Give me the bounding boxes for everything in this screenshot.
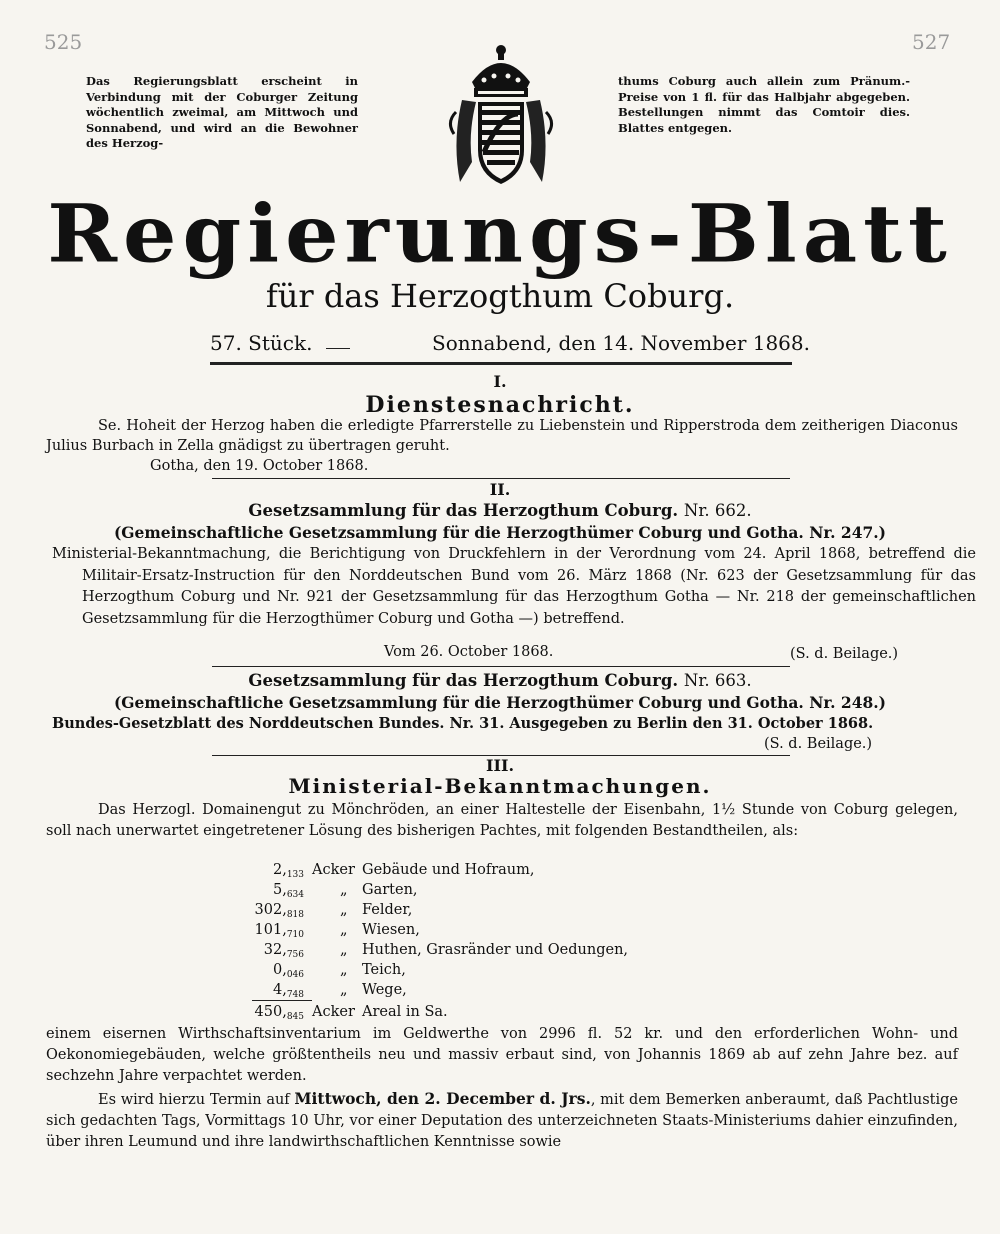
section-2-entry-2-line3: Bundes-Gesetzblatt des Norddeutschen Bundes. Nr. 31. Ausgegeben zu Berlin den 31. October 1868. xyxy=(52,715,874,732)
issue-date: Sonnabend, den 14. November 1868. xyxy=(432,331,810,355)
section-3-para-1: einem eisernen Wirthschaftsinventarium im Geldwerthe von 2996 fl. 52 kr. und den erforderlichen Wohn- und Oekonomiegebäuden, welche größtentheils neu und massiv erbaut sind, von Johannis 1869 ab auf zehn Jahre bez. auf sechzehn Jahre verpachtet werden. xyxy=(46,1026,958,1084)
table-row-3-value: $302,_{818}$ xyxy=(254,902,304,920)
section-2-entry-2-note: (S. d. Beilage.) xyxy=(764,736,873,752)
section-3-heading: Ministerial-Bekanntmachungen. xyxy=(288,774,712,798)
section-3-para-2 xyxy=(46,1088,958,1153)
table-row-4-desc: Wiesen, xyxy=(362,922,420,938)
table-row-6-unit: „ xyxy=(340,962,348,978)
para-2-bold-date: Mittwoch, den 2. December d. Jrs. xyxy=(294,1089,591,1108)
section-2-entry-2-heading xyxy=(0,670,1000,692)
table-total-desc: Areal in Sa. xyxy=(362,1004,448,1020)
entry-2-heading-text: Gesetzsammlung für das Herzogthum Coburg. xyxy=(248,671,679,690)
section-1-rule xyxy=(212,478,790,479)
table-row-1-desc: Gebäude und Hofraum, xyxy=(362,862,535,878)
issue-rule xyxy=(326,348,350,349)
section-1-place-date: Gotha, den 19. October 1868. xyxy=(150,458,369,474)
masthead-subtitle: für das Herzogthum Coburg. xyxy=(265,277,735,315)
section-2-entry-1-heading xyxy=(0,500,1000,522)
masthead-title: Regierungs-Blatt xyxy=(47,186,953,281)
table-sum-rule xyxy=(252,1000,312,1001)
table-row-7-value: $4,_{748}$ xyxy=(272,982,304,1000)
table-row-4-unit: „ xyxy=(340,922,348,938)
table-row-6-value: $0,_{046}$ xyxy=(272,962,304,980)
section-1-text: Se. Hoheit der Herzog haben die erledigte Pfarrerstelle zu Liebenstein und Ripperstroda dem zeitherigen Diaconus Julius Burbach in Zella gnädigst zu übertragen geruht. xyxy=(46,418,958,454)
entry-2-line2-text: (Gemeinschaftliche Gesetzsammlung für die Herzogthümer Coburg und Gotha. xyxy=(113,693,804,712)
table-row-5-unit: „ xyxy=(340,942,348,958)
entry-1-heading-nr: Nr. 662. xyxy=(683,501,752,520)
section-3-numeral: III. xyxy=(485,756,515,775)
section-2-numeral: II. xyxy=(489,480,511,499)
section-2-entry-1-date: Vom 26. October 1868. xyxy=(384,644,554,660)
table-row-2-value: $5,_{634}$ xyxy=(272,882,304,900)
section-1-numeral: I. xyxy=(493,372,507,391)
table-row-5-desc: Huthen, Grasränder und Oedungen, xyxy=(362,942,629,958)
section-3-intro: Das Herzogl. Domainengut zu Mönchröden, an einer Haltestelle der Eisenbahn, 1½ Stunde von Coburg gelegen, soll nach unerwartet eingetretener Lösung des bisherigen Pachtes, mit folgenden Bestandtheilen, als: xyxy=(46,802,958,839)
table-total-value: $450,_{845}$ xyxy=(254,1004,304,1022)
entry-1-heading-text: Gesetzsammlung für das Herzogthum Coburg. xyxy=(248,501,679,520)
section-2-entry-1-text: Ministerial-Bekanntmachung, die Berichtigung von Druckfehlern in der Verordnung vom 24. April 1868, betreffend die Militair-Ersatz-Instruction für den Norddeutschen Bund vom 26. März 1868 (Nr. 623 der Gesetzsammlung für das Herzogthum Coburg und Nr. 921 der Gesetzsammlung für das Herzogthum Gotha — Nr. 218 der gemeinschaftlichen Gesetzsammlung für die Herzogthümer Coburg und Gotha —) betreffend. xyxy=(52,546,976,627)
table-row-5-value: $32,_{756}$ xyxy=(263,942,304,960)
table-row-7-desc: Wege, xyxy=(362,982,407,998)
table-row-7-unit: „ xyxy=(340,982,348,998)
coat-of-arms-icon xyxy=(432,42,570,192)
table-row-1-unit: Acker xyxy=(312,862,355,878)
table-row-3-desc: Felder, xyxy=(362,902,413,918)
table-row-4-value: $101,_{710}$ xyxy=(254,922,304,940)
table-row-1-value: $2,_{133}$ xyxy=(272,862,304,880)
para-2-end: , mit dem Bemerken anberaumt, daß Pachtlustige sich gedachten Tags, Vormittags 10 Uhr, vor einer Deputation des unterzeichneten Staats-Ministeriums dahier einzufinden, über ihren Leumund und ihre landwirthschaftlichen Kenntnisse sowie xyxy=(46,1092,959,1150)
section-1-heading: Dienstesnachricht. xyxy=(365,392,635,418)
table-row-3-unit: „ xyxy=(340,902,348,918)
issue-number: 57. Stück. xyxy=(210,331,313,355)
section-2-entry-1-note: (S. d. Beilage.) xyxy=(790,646,899,662)
table-row-6-desc: Teich, xyxy=(362,962,406,978)
table-row-2-desc: Garten, xyxy=(362,882,418,898)
header-notice-left: Das Regierungsblatt erscheint in Verbindung mit der Coburger Zeitung wöchentlich zweimal, am Mittwoch und Sonnabend, und wird an die Bewohner des Herzog- xyxy=(86,74,358,150)
masthead-divider xyxy=(210,362,792,365)
para-2-start: Es wird hierzu Termin auf xyxy=(98,1092,290,1108)
header-notice-right: thums Coburg auch allein zum Pränum.-Preise von 1 fl. für das Halbjahr abgegeben. Bestellungen nimmt das Comtoir dies. Blattes entgegen. xyxy=(618,74,910,135)
section-2-entry-1-line2 xyxy=(0,522,1000,543)
entry-2-line2-nr: Nr. 248.) xyxy=(809,693,887,712)
table-row-2-unit: „ xyxy=(340,882,348,898)
entry-1-line2-text: (Gemeinschaftliche Gesetzsammlung für die Herzogthümer Coburg und Gotha. xyxy=(113,523,804,542)
section-2-entry-2-line2 xyxy=(0,692,1000,713)
section-2-rule-1 xyxy=(212,666,790,667)
page-number-right: 527 xyxy=(912,30,951,54)
entry-2-heading-nr: Nr. 663. xyxy=(683,671,752,690)
table-total-unit: Acker xyxy=(312,1004,355,1020)
issue-line xyxy=(210,330,810,356)
page-number-left: 525 xyxy=(44,30,83,54)
entry-1-line2-nr: Nr. 247.) xyxy=(809,523,887,542)
